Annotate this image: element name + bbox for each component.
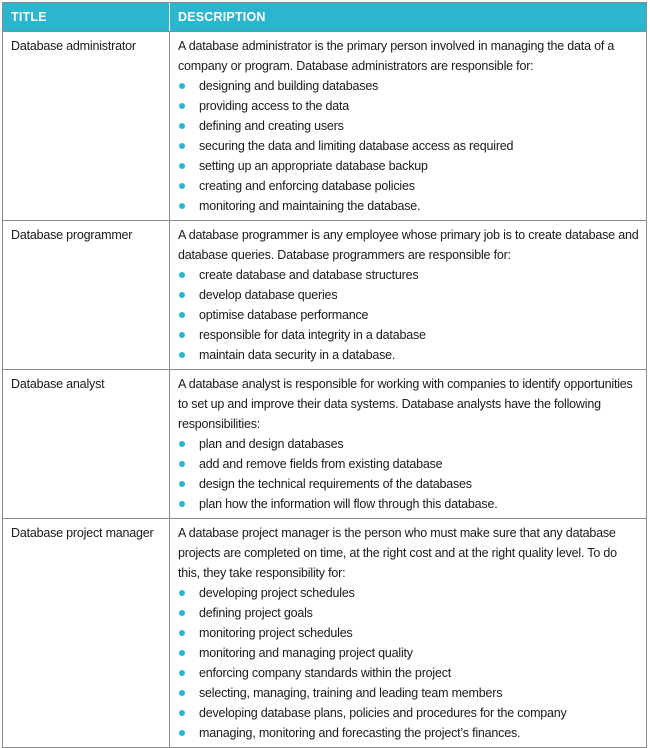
list-item-text: monitoring and maintaining the database. bbox=[199, 199, 421, 213]
list-item-text: managing, monitoring and forecasting the project’s finances. bbox=[199, 726, 521, 740]
bullet-icon bbox=[179, 670, 185, 676]
list-item-text: design the technical requirements of the databases bbox=[199, 477, 472, 491]
bullet-icon bbox=[179, 123, 185, 129]
bullet-icon bbox=[179, 441, 185, 447]
list-item-text: defining project goals bbox=[199, 606, 313, 620]
list-item-text: defining and creating users bbox=[199, 119, 344, 133]
responsibility-list bbox=[178, 76, 640, 216]
list-item-text: develop database queries bbox=[199, 288, 338, 302]
list-item bbox=[178, 683, 640, 703]
bullet-icon bbox=[179, 203, 185, 209]
role-title: Database programmer bbox=[3, 221, 170, 369]
header-title: TITLE bbox=[3, 3, 170, 31]
bullet-icon bbox=[179, 292, 185, 298]
table-row bbox=[3, 220, 646, 369]
role-description bbox=[170, 221, 646, 369]
bullet-icon bbox=[179, 143, 185, 149]
list-item bbox=[178, 494, 640, 514]
bullet-icon bbox=[179, 630, 185, 636]
role-intro: A database project manager is the person who must make sure that any database projects are completed on time, at the right cost and at the right quality level. To do this, they take responsibility for: bbox=[178, 526, 617, 580]
list-item-text: creating and enforcing database policies bbox=[199, 179, 415, 193]
list-item bbox=[178, 76, 640, 96]
role-title: Database administrator bbox=[3, 32, 170, 220]
list-item bbox=[178, 285, 640, 305]
bullet-icon bbox=[179, 163, 185, 169]
list-item-text: responsible for data integrity in a database bbox=[199, 328, 426, 342]
bullet-icon bbox=[179, 461, 185, 467]
list-item-text: developing project schedules bbox=[199, 586, 355, 600]
list-item bbox=[178, 136, 640, 156]
role-intro: A database analyst is responsible for working with companies to identify opportunities to set up and improve their data systems. Database analysts have the following responsibilities: bbox=[178, 377, 633, 431]
list-item bbox=[178, 156, 640, 176]
list-item-text: monitoring project schedules bbox=[199, 626, 353, 640]
list-item-text: monitoring and managing project quality bbox=[199, 646, 413, 660]
responsibility-list bbox=[178, 434, 640, 514]
bullet-icon bbox=[179, 312, 185, 318]
list-item bbox=[178, 265, 640, 285]
role-title: Database project manager bbox=[3, 519, 170, 747]
role-description bbox=[170, 519, 646, 747]
list-item bbox=[178, 176, 640, 196]
list-item-text: designing and building databases bbox=[199, 79, 379, 93]
list-item-text: create database and database structures bbox=[199, 268, 419, 282]
list-item-text: plan and design databases bbox=[199, 437, 344, 451]
list-item bbox=[178, 723, 640, 743]
bullet-icon bbox=[179, 610, 185, 616]
list-item bbox=[178, 305, 640, 325]
table-row bbox=[3, 518, 646, 747]
bullet-icon bbox=[179, 710, 185, 716]
bullet-icon bbox=[179, 272, 185, 278]
role-intro: A database administrator is the primary person involved in managing the data of a company or program. Database administrators are responsible for: bbox=[178, 39, 615, 73]
bullet-icon bbox=[179, 501, 185, 507]
list-item-text: developing database plans, policies and procedures for the company bbox=[199, 706, 567, 720]
bullet-icon bbox=[179, 650, 185, 656]
list-item-text: maintain data security in a database. bbox=[199, 348, 396, 362]
list-item-text: selecting, managing, training and leading team members bbox=[199, 686, 503, 700]
list-item bbox=[178, 643, 640, 663]
responsibility-list bbox=[178, 583, 640, 743]
list-item bbox=[178, 345, 640, 365]
list-item-text: enforcing company standards within the project bbox=[199, 666, 452, 680]
bullet-icon bbox=[179, 481, 185, 487]
list-item bbox=[178, 663, 640, 683]
list-item bbox=[178, 703, 640, 723]
header-description: DESCRIPTION bbox=[178, 10, 266, 24]
bullet-icon bbox=[179, 690, 185, 696]
list-item bbox=[178, 583, 640, 603]
role-title: Database analyst bbox=[3, 370, 170, 518]
list-item bbox=[178, 96, 640, 116]
list-item bbox=[178, 474, 640, 494]
bullet-icon bbox=[179, 590, 185, 596]
list-item bbox=[178, 325, 640, 345]
list-item-text: setting up an appropriate database backup bbox=[199, 159, 428, 173]
list-item bbox=[178, 434, 640, 454]
list-item bbox=[178, 454, 640, 474]
table-row bbox=[3, 31, 646, 220]
list-item-text: plan how the information will flow through this database. bbox=[199, 497, 498, 511]
role-intro: A database programmer is any employee whose primary job is to create database and database queries. Database programmers are responsible for: bbox=[178, 228, 639, 262]
list-item-text: add and remove fields from existing database bbox=[199, 457, 443, 471]
bullet-icon bbox=[179, 183, 185, 189]
table-row bbox=[3, 369, 646, 518]
list-item-text: optimise database performance bbox=[199, 308, 369, 322]
bullet-icon bbox=[179, 83, 185, 89]
roles-table bbox=[2, 2, 647, 748]
bullet-icon bbox=[179, 103, 185, 109]
bullet-icon bbox=[179, 352, 185, 358]
list-item bbox=[178, 116, 640, 136]
list-item bbox=[178, 603, 640, 623]
role-description bbox=[170, 370, 646, 518]
bullet-icon bbox=[179, 332, 185, 338]
list-item-text: providing access to the data bbox=[199, 99, 350, 113]
list-item-text: securing the data and limiting database access as required bbox=[199, 139, 514, 153]
table-body bbox=[3, 31, 646, 747]
role-description bbox=[170, 32, 646, 220]
list-item bbox=[178, 623, 640, 643]
responsibility-list bbox=[178, 265, 640, 365]
list-item bbox=[178, 196, 640, 216]
table-header bbox=[3, 3, 646, 31]
bullet-icon bbox=[179, 730, 185, 736]
